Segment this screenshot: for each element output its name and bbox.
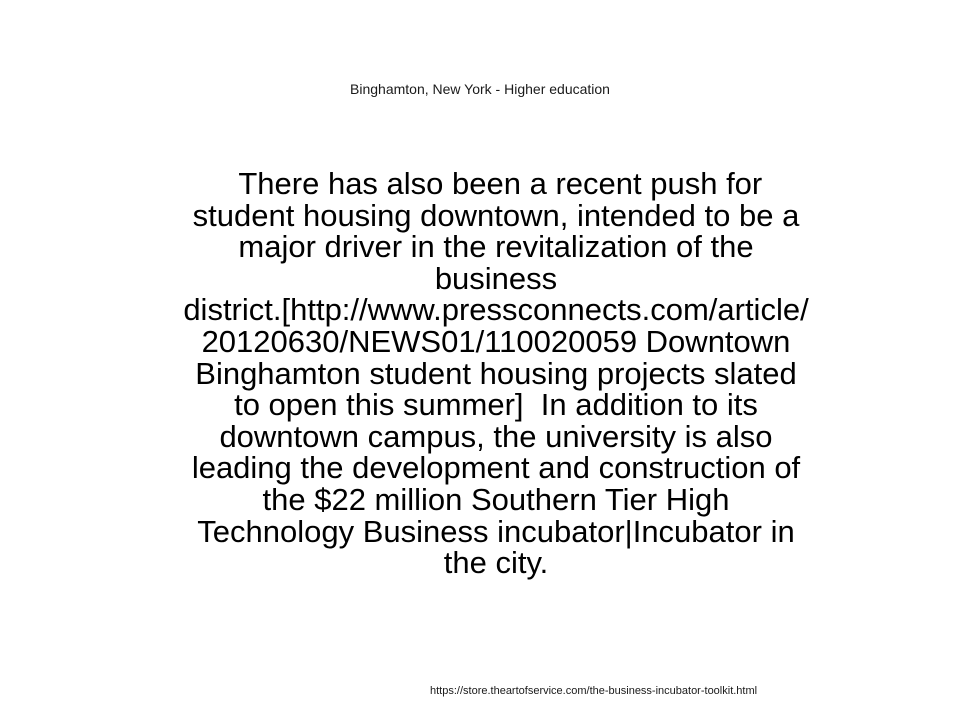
slide-body-text: There has also been a recent push for student housing downtown, intended to be a major driver in the revitalization of the business district.[http://www.pressconnects.com/article/ 20120630/NEWS01/110020059 Downtown Binghamton student housing projects slated to open this summer] In addition to its downtown campus, the university is also leading the development and construction of the $22 million Southern Tier High Technology Business incubator|Incubator in the city.	[183, 166, 809, 581]
slide-title: Binghamton, New York - Higher education	[350, 81, 610, 97]
footer-source-url: https://store.theartofservice.com/the-business-incubator-toolkit.html	[430, 685, 758, 697]
